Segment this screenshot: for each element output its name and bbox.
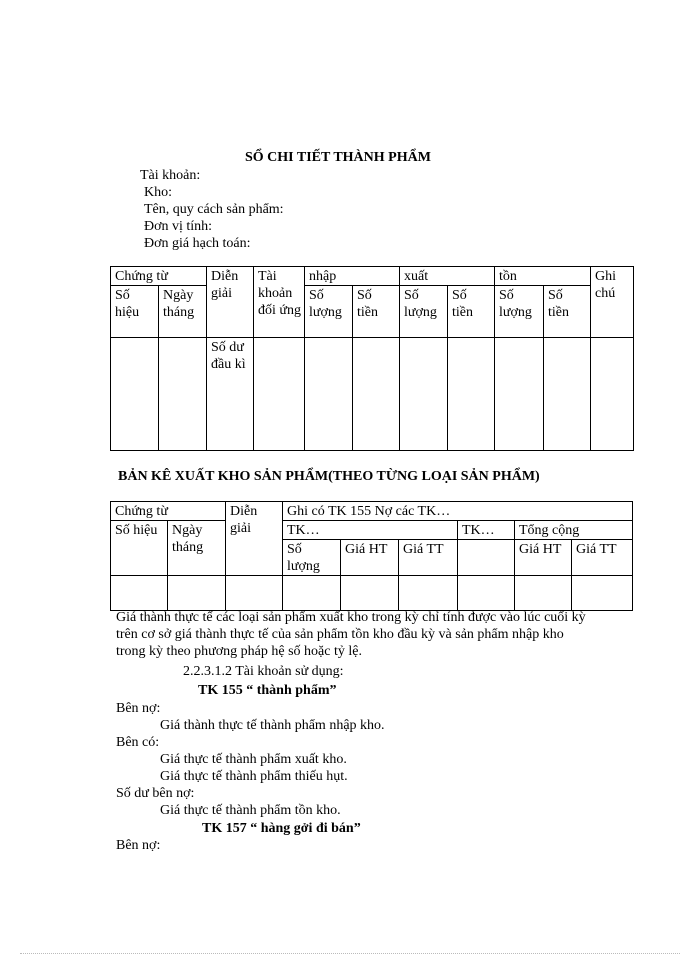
table-cell	[305, 338, 353, 451]
table-cell	[544, 338, 591, 451]
info-unit: Đơn vị tính:	[144, 219, 213, 234]
table-cell	[458, 540, 515, 576]
ghi-chu-header: Ghi chú	[591, 267, 634, 338]
paragraph-line-3: trong kỳ theo phương pháp hệ số hoặc tỷ lệ.	[116, 644, 362, 659]
ton-so-luong-header: Số lượng	[495, 286, 544, 338]
dien-giai-header: Diễn giải	[207, 267, 254, 338]
nhap-so-tien-header: Số tiền	[353, 286, 400, 338]
gia-tt-header: Giá TT	[399, 540, 458, 576]
table-cell	[283, 576, 341, 611]
tk1-header: TK…	[283, 521, 458, 540]
ledger-title: SỔ CHI TIẾT THÀNH PHẨM	[245, 150, 431, 165]
nhap-so-luong-header: Số lượng	[305, 286, 353, 338]
so-hieu-header: Số hiệu	[111, 286, 159, 338]
table-cell	[572, 576, 633, 611]
tk155-title: TK 155 “ thành phẩm”	[198, 683, 337, 698]
ben-co-label: Bên có:	[116, 735, 160, 750]
so-du-item: Giá thực tế thành phẩm tồn kho.	[160, 803, 341, 818]
tong-gia-tt-header: Giá TT	[572, 540, 633, 576]
table-cell	[448, 338, 495, 451]
table-cell	[111, 576, 168, 611]
table-cell	[458, 576, 515, 611]
info-account: Tài khoản:	[140, 168, 201, 183]
tong-gia-ht-header: Giá HT	[515, 540, 572, 576]
report-table	[110, 501, 633, 611]
dien-giai-header: Diễn giải	[226, 502, 283, 576]
table-cell	[341, 576, 399, 611]
section-heading: 2.2.3.1.2 Tài khoản sử dụng:	[183, 664, 344, 679]
table-cell	[111, 338, 159, 451]
paragraph-line-2: trên cơ sở giá thành thực tế của sản phẩm tồn kho đầu kỳ và sản phẩm nhập kho	[116, 627, 564, 642]
gia-ht-header: Giá HT	[341, 540, 399, 576]
table-cell	[353, 338, 400, 451]
table-cell	[168, 576, 226, 611]
chung-tu-header: Chứng từ	[111, 267, 207, 286]
so-hieu-header: Số hiệu	[111, 521, 168, 576]
ben-no-label: Bên nợ:	[116, 701, 161, 716]
ton-so-tien-header: Số tiền	[544, 286, 591, 338]
ngay-thang-header: Ngày tháng	[168, 521, 226, 576]
xuat-so-tien-header: Số tiền	[448, 286, 495, 338]
ben-no-label-2: Bên nợ:	[116, 838, 161, 853]
ngay-thang-header: Ngày tháng	[159, 286, 207, 338]
page-divider	[20, 953, 680, 954]
so-du-dau-ki-cell: Số dư đầu kì	[207, 338, 254, 451]
tk2-header: TK…	[458, 521, 515, 540]
tk157-title: TK 157 “ hàng gởi đi bán”	[202, 821, 361, 836]
table-cell	[495, 338, 544, 451]
xuat-so-luong-header: Số lượng	[400, 286, 448, 338]
table-cell	[254, 338, 305, 451]
xuat-header: xuất	[400, 267, 495, 286]
table-cell	[399, 576, 458, 611]
ben-no-item: Giá thành thực tế thành phẩm nhập kho.	[160, 718, 385, 733]
info-unit-price: Đơn giá hạch toán:	[144, 236, 251, 251]
table-cell	[515, 576, 572, 611]
so-du-label: Số dư bên nợ:	[116, 786, 195, 801]
nhap-header: nhập	[305, 267, 400, 286]
table-cell	[159, 338, 207, 451]
so-luong-header: Số lượng	[283, 540, 341, 576]
table-cell	[591, 338, 634, 451]
tk-doi-ung-header: Tài khoản đối ứng	[254, 267, 305, 338]
paragraph-line-1: Giá thành thực tế các loại sản phẩm xuất kho trong kỳ chỉ tính được vào lúc cuối kỳ	[116, 610, 586, 625]
info-warehouse: Kho:	[144, 185, 172, 200]
table-cell	[226, 576, 283, 611]
ghi-co-header: Ghi có TK 155 Nợ các TK…	[283, 502, 633, 521]
table-cell	[400, 338, 448, 451]
ben-co-item-2: Giá thực tế thành phẩm thiếu hụt.	[160, 769, 348, 784]
tong-cong-header: Tổng cộng	[515, 521, 633, 540]
info-product-spec: Tên, quy cách sản phẩm:	[144, 202, 284, 217]
ben-co-item-1: Giá thực tế thành phẩm xuất kho.	[160, 752, 347, 767]
chung-tu-header: Chứng từ	[111, 502, 226, 521]
report-title: BẢN KÊ XUẤT KHO SẢN PHẨM(THEO TỪNG LOẠI SẢN PHẨM)	[118, 469, 540, 484]
ledger-table	[110, 266, 634, 451]
ton-header: tồn	[495, 267, 591, 286]
